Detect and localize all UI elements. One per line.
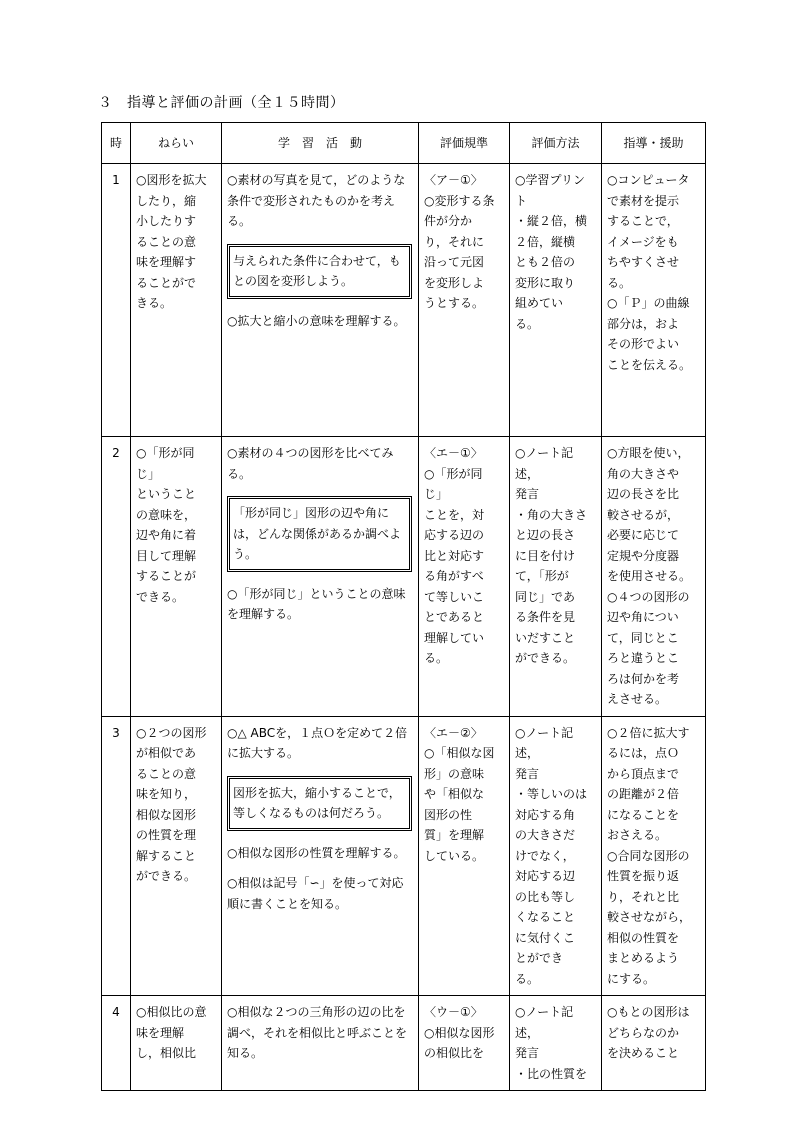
activity-cell [222,437,419,717]
activity-text: ○相似は記号「∽」を使って対応順に書くことを知る。 [227,876,404,911]
activity-text: ○相似な２つの三角形の辺の比を調べ，それを相似比と呼ぶことを知る。 [227,1005,408,1060]
method-cell [510,716,602,996]
table-row [102,164,706,437]
lesson-plan-table [101,122,706,1091]
criteria-cell [419,164,510,437]
method-cell [510,437,602,717]
aim-text: ○２つの図形 が相似であ ることの意 味を知り， 相似な図形 の性質を理 解すること ができる。 [136,725,207,883]
criteria-text: 〈エ－①〉 ○「形が同じ」 ことを，対 応する辺の 比と対応す る角がすべ て等しいこ とであると 理解してい る。 [424,446,485,665]
table-row [102,437,706,717]
table-row [102,716,706,996]
support-text: ○もとの図形は どちらなのか を決めること [607,1005,690,1060]
activity-text: ○相似な図形の性質を理解する。 [227,845,406,860]
period-number: 2 [102,437,131,717]
column-header-criteria: 評価規準 [419,123,510,164]
support-text: ○方眼を使い， 角の大きさや 辺の長さを比 較させるが， 必要に応じて 定規や分度器 を使用させる。 ○４つの図形の 辺や角につい て，同じとこ ろと違うとこ ろは何かを考 えさせる。 [607,446,692,706]
activity-cell [222,716,419,996]
aim-text: ○図形を拡大 したり，縮 小したりす ることの意 味を理解す ることがで きる。 [136,173,207,310]
criteria-text: 〈エ－②〉 ○「相似な図 形」の意味 や「相似な 図形の性 質」を理解 している。 [424,725,495,863]
column-header-method: 評価方法 [510,123,602,164]
activity-cell [222,996,419,1091]
task-box: 与えられた条件に合わせて，もとの図を変形しよう。 [227,244,412,299]
aim-text: ○相似比の意 味を理解 し，相似比 [136,1005,207,1060]
task-box: 図形を拡大，縮小することで，等しくなるものは何だろう。 [227,776,412,831]
criteria-text: 〈ウ－①〉 ○相似な図形 の相似比を [424,1005,495,1060]
column-header-activity: 学 習 活 動 [222,123,419,164]
column-header-aim: ねらい [131,123,222,164]
header-row [102,123,706,164]
criteria-cell [419,716,510,996]
aim-cell [131,996,222,1091]
activity-text: ○素材の４つの図形を比べてみる。 [227,446,394,481]
method-text: ○ノート記述， 発言 ・比の性質を [515,1005,588,1081]
aim-cell [131,437,222,717]
activity-text: ○「形が同じ」ということの意味を理解する。 [227,586,406,621]
activity-text: ○△ ABCを，１点Ｏを定めて２倍に拡大する。 [227,725,408,760]
criteria-cell [419,437,510,717]
support-cell [602,996,706,1091]
method-cell [510,164,602,437]
criteria-cell [419,996,510,1091]
aim-cell [131,164,222,437]
table-row [102,996,706,1091]
aim-cell [131,716,222,996]
support-cell [602,716,706,996]
aim-text: ○「形が同じ」 ということ の意味を， 辺や角に着 目して理解 することが できる。 [136,446,197,604]
support-text: ○コンピュータ で素材を提示 することで， イメージをも ちやすくさせ る。 ○「Ｐ」の曲線 部分は，およ その形でよい ことを伝える。 [607,173,692,372]
method-text: ○ノート記述， 発言 ・角の大きさ と辺の長さ に目を付け て，「形が 同じ」であ る条件を見 いだすこと ができる。 [515,446,588,665]
period-number: 4 [102,996,131,1091]
method-text: ○ノート記述， 発言 ・等しいのは 対応する角 の大きさだ けでなく， 対応する辺 の比も等し くなること に気付くこ とができ る。 [515,725,588,986]
activity-text: ○素材の写真を見て，どのような条件で変形されたものかを考える。 [227,173,406,228]
column-header-period: 時 [102,123,131,164]
criteria-text: 〈ア－①〉 ○変形する条 件が分か り，それに 沿って元図 を変形しよ うとする。 [424,173,495,310]
activity-cell [222,164,419,437]
section-heading: ３ 指導と評価の計画（全１５時間） [98,95,345,111]
support-text: ○２倍に拡大す るには，点Ｏ から頂点まで の距離が２倍 になることを おさえる。 ○合同な図形の 性質を振り返 り，それと比 較させながら， 相似の性質を まとめるよう にする。 [607,725,692,986]
period-number: 3 [102,716,131,996]
period-number: 1 [102,164,131,437]
support-cell [602,164,706,437]
method-cell [510,996,602,1091]
column-header-support: 指導・援助 [602,123,706,164]
support-cell [602,437,706,717]
method-text: ○学習プリン ト ・縦２倍，横 ２倍，縦横 とも２倍の 変形に取り 組めてい る。 [515,173,588,331]
task-box: 「形が同じ」図形の辺や角には，どんな関係があるか調べよう。 [227,496,412,572]
activity-text: ○拡大と縮小の意味を理解する。 [227,313,406,328]
